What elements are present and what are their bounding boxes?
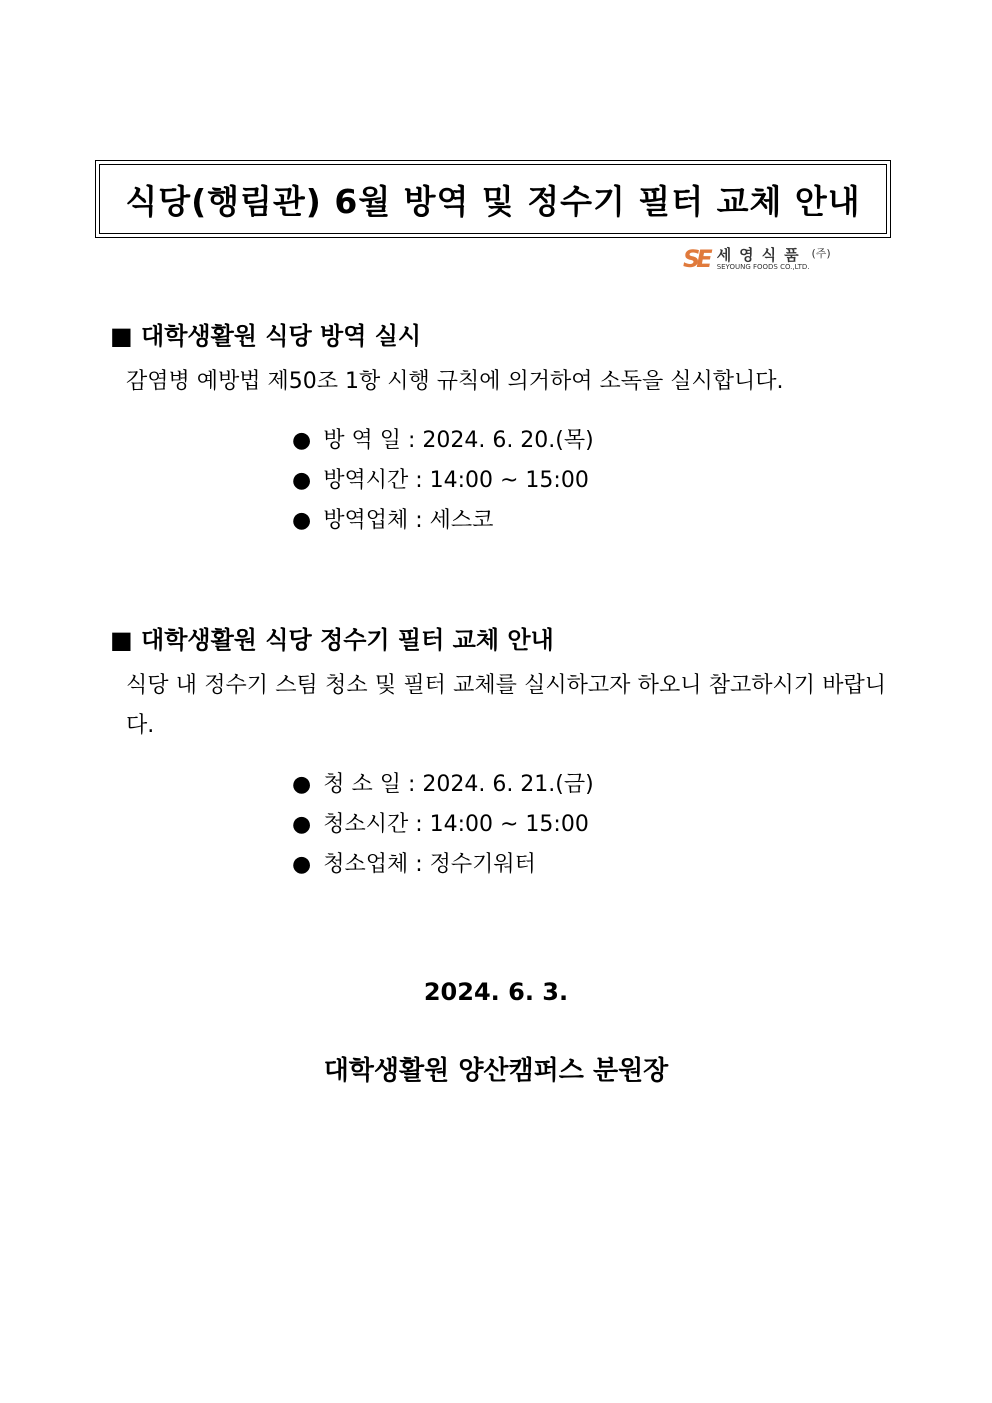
company-logo: [683, 245, 831, 273]
logo-english: SEYOUNG FOODS CO.,LTD.: [716, 262, 810, 271]
section-heading: ■ 대학생활원 식당 방역 실시: [110, 322, 422, 350]
item-text: 방 역 일 : 2024. 6. 20.(목): [323, 428, 594, 453]
document-title: 식당(행림관) 6월 방역 및 정수기 필터 교체 안내: [99, 164, 887, 234]
section-heading: ■ 대학생활원 식당 정수기 필터 교체 안내: [110, 626, 554, 654]
item-text: 방역시간 : 14:00 ~ 15:00: [323, 468, 589, 493]
document-date: 2024. 6. 3.: [423, 978, 569, 1006]
list-item: [292, 767, 594, 798]
item-text: 청소업체 : 정수기워터: [323, 852, 536, 877]
item-text: 청소시간 : 14:00 ~ 15:00: [323, 812, 589, 837]
item-text: 방역업체 : 세스코: [323, 508, 494, 533]
section-body: 감염병 예방법 제50조 1항 시행 규칙에 의거하여 소독을 실시합니다.: [126, 369, 784, 394]
list-item: [292, 503, 493, 534]
logo-korean: 세영식품: [716, 245, 807, 264]
signature: 대학생활원 양산캠퍼스 분원장: [323, 1056, 669, 1086]
logo-suffix: (주): [811, 247, 831, 260]
bullet-icon: ●: [292, 468, 312, 493]
list-item: [292, 807, 589, 838]
list-item: [292, 463, 589, 494]
bullet-icon: ●: [292, 852, 312, 877]
title-box: [95, 160, 891, 238]
item-text: 청 소 일 : 2024. 6. 21.(금): [323, 772, 594, 797]
section-body: 식당 내 정수기 스팀 청소 및 필터 교체를 실시하고자 하오니 참고하시기 바랍니다.: [126, 673, 886, 738]
bullet-icon: ●: [292, 428, 312, 453]
list-item: [292, 847, 536, 878]
logo-mark: SE: [683, 245, 709, 273]
bullet-icon: ●: [292, 812, 312, 837]
bullet-icon: ●: [292, 508, 312, 533]
list-item: [292, 423, 594, 454]
bullet-icon: ●: [292, 772, 312, 797]
